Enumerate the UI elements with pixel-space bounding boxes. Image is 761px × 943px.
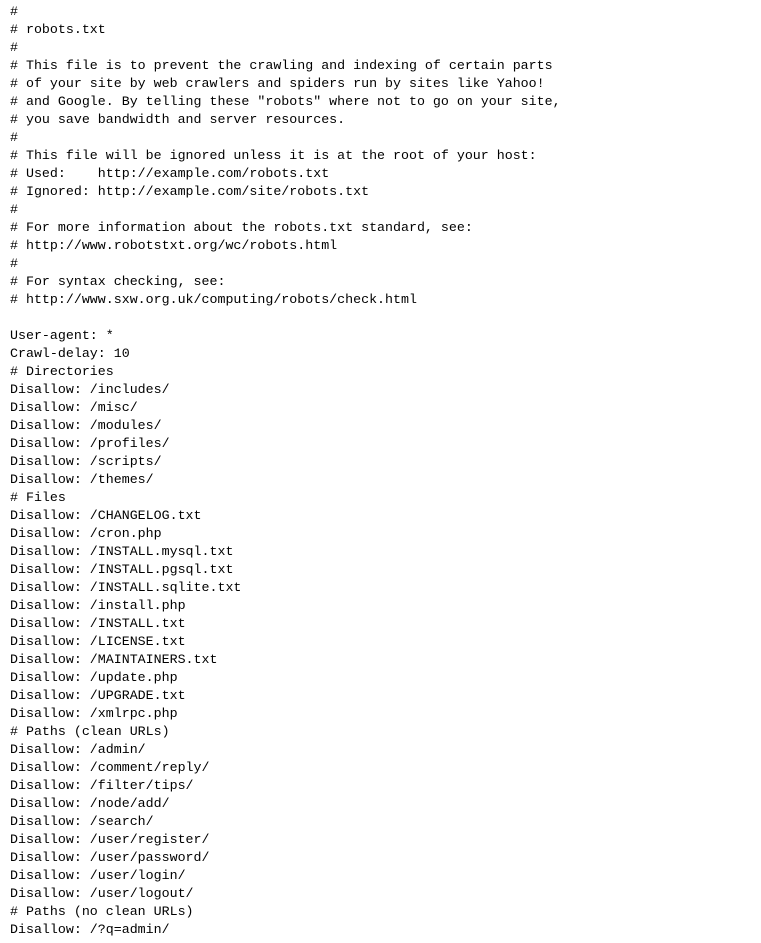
text-line: # Used: http://example.com/robots.txt <box>10 166 330 181</box>
text-line: # and Google. By telling these "robots" where not to go on your site, <box>10 94 561 109</box>
text-line: Disallow: /user/logout/ <box>10 886 194 901</box>
text-line: Disallow: /node/add/ <box>10 796 170 811</box>
text-line: Disallow: /filter/tips/ <box>10 778 194 793</box>
text-line: # robots.txt <box>10 22 106 37</box>
text-line: Disallow: /install.php <box>10 598 186 613</box>
text-line: # <box>10 40 18 55</box>
text-line: Disallow: /UPGRADE.txt <box>10 688 186 703</box>
text-line: Disallow: /INSTALL.pgsql.txt <box>10 562 234 577</box>
text-line: # <box>10 256 18 271</box>
text-line: Disallow: /update.php <box>10 670 178 685</box>
text-line: # of your site by web crawlers and spiders run by sites like Yahoo! <box>10 76 545 91</box>
text-line: Disallow: /admin/ <box>10 742 146 757</box>
text-line: Disallow: /xmlrpc.php <box>10 706 178 721</box>
text-line: Disallow: /INSTALL.mysql.txt <box>10 544 234 559</box>
text-line: Disallow: /MAINTAINERS.txt <box>10 652 218 667</box>
robots-txt-document <box>10 3 561 939</box>
text-line: # This file is to prevent the crawling and indexing of certain parts <box>10 58 553 73</box>
text-line: Disallow: /LICENSE.txt <box>10 634 186 649</box>
text-line: # <box>10 4 18 19</box>
text-line: # Paths (clean URLs) <box>10 724 170 739</box>
text-line: Disallow: /user/password/ <box>10 850 210 865</box>
text-line: Disallow: /INSTALL.txt <box>10 616 186 631</box>
text-line: Disallow: /includes/ <box>10 382 170 397</box>
blank-line <box>10 309 561 327</box>
text-line: Disallow: /cron.php <box>10 526 162 541</box>
text-line: Disallow: /profiles/ <box>10 436 170 451</box>
text-line: # <box>10 202 18 217</box>
text-line: Disallow: /?q=admin/ <box>10 922 170 937</box>
text-line: # For more information about the robots.txt standard, see: <box>10 220 473 235</box>
text-line: # Paths (no clean URLs) <box>10 904 194 919</box>
text-line: # For syntax checking, see: <box>10 274 226 289</box>
text-line: # Files <box>10 490 66 505</box>
text-line: Disallow: /themes/ <box>10 472 154 487</box>
text-line: Disallow: /search/ <box>10 814 154 829</box>
text-line: Disallow: /scripts/ <box>10 454 162 469</box>
text-line: Crawl-delay: 10 <box>10 346 130 361</box>
text-line: # http://www.sxw.org.uk/computing/robots/check.html <box>10 292 417 307</box>
text-line: Disallow: /misc/ <box>10 400 138 415</box>
text-line: # you save bandwidth and server resources. <box>10 112 346 127</box>
text-line: Disallow: /user/login/ <box>10 868 186 883</box>
text-line: Disallow: /CHANGELOG.txt <box>10 508 202 523</box>
text-line: # http://www.robotstxt.org/wc/robots.html <box>10 238 338 253</box>
text-line: # Ignored: http://example.com/site/robots.txt <box>10 184 370 199</box>
text-line: # Directories <box>10 364 114 379</box>
text-line: Disallow: /user/register/ <box>10 832 210 847</box>
text-line: User-agent: * <box>10 328 114 343</box>
text-line: Disallow: /INSTALL.sqlite.txt <box>10 580 242 595</box>
text-line: # This file will be ignored unless it is at the root of your host: <box>10 148 537 163</box>
text-line: Disallow: /comment/reply/ <box>10 760 210 775</box>
text-line: Disallow: /modules/ <box>10 418 162 433</box>
text-line: # <box>10 130 18 145</box>
